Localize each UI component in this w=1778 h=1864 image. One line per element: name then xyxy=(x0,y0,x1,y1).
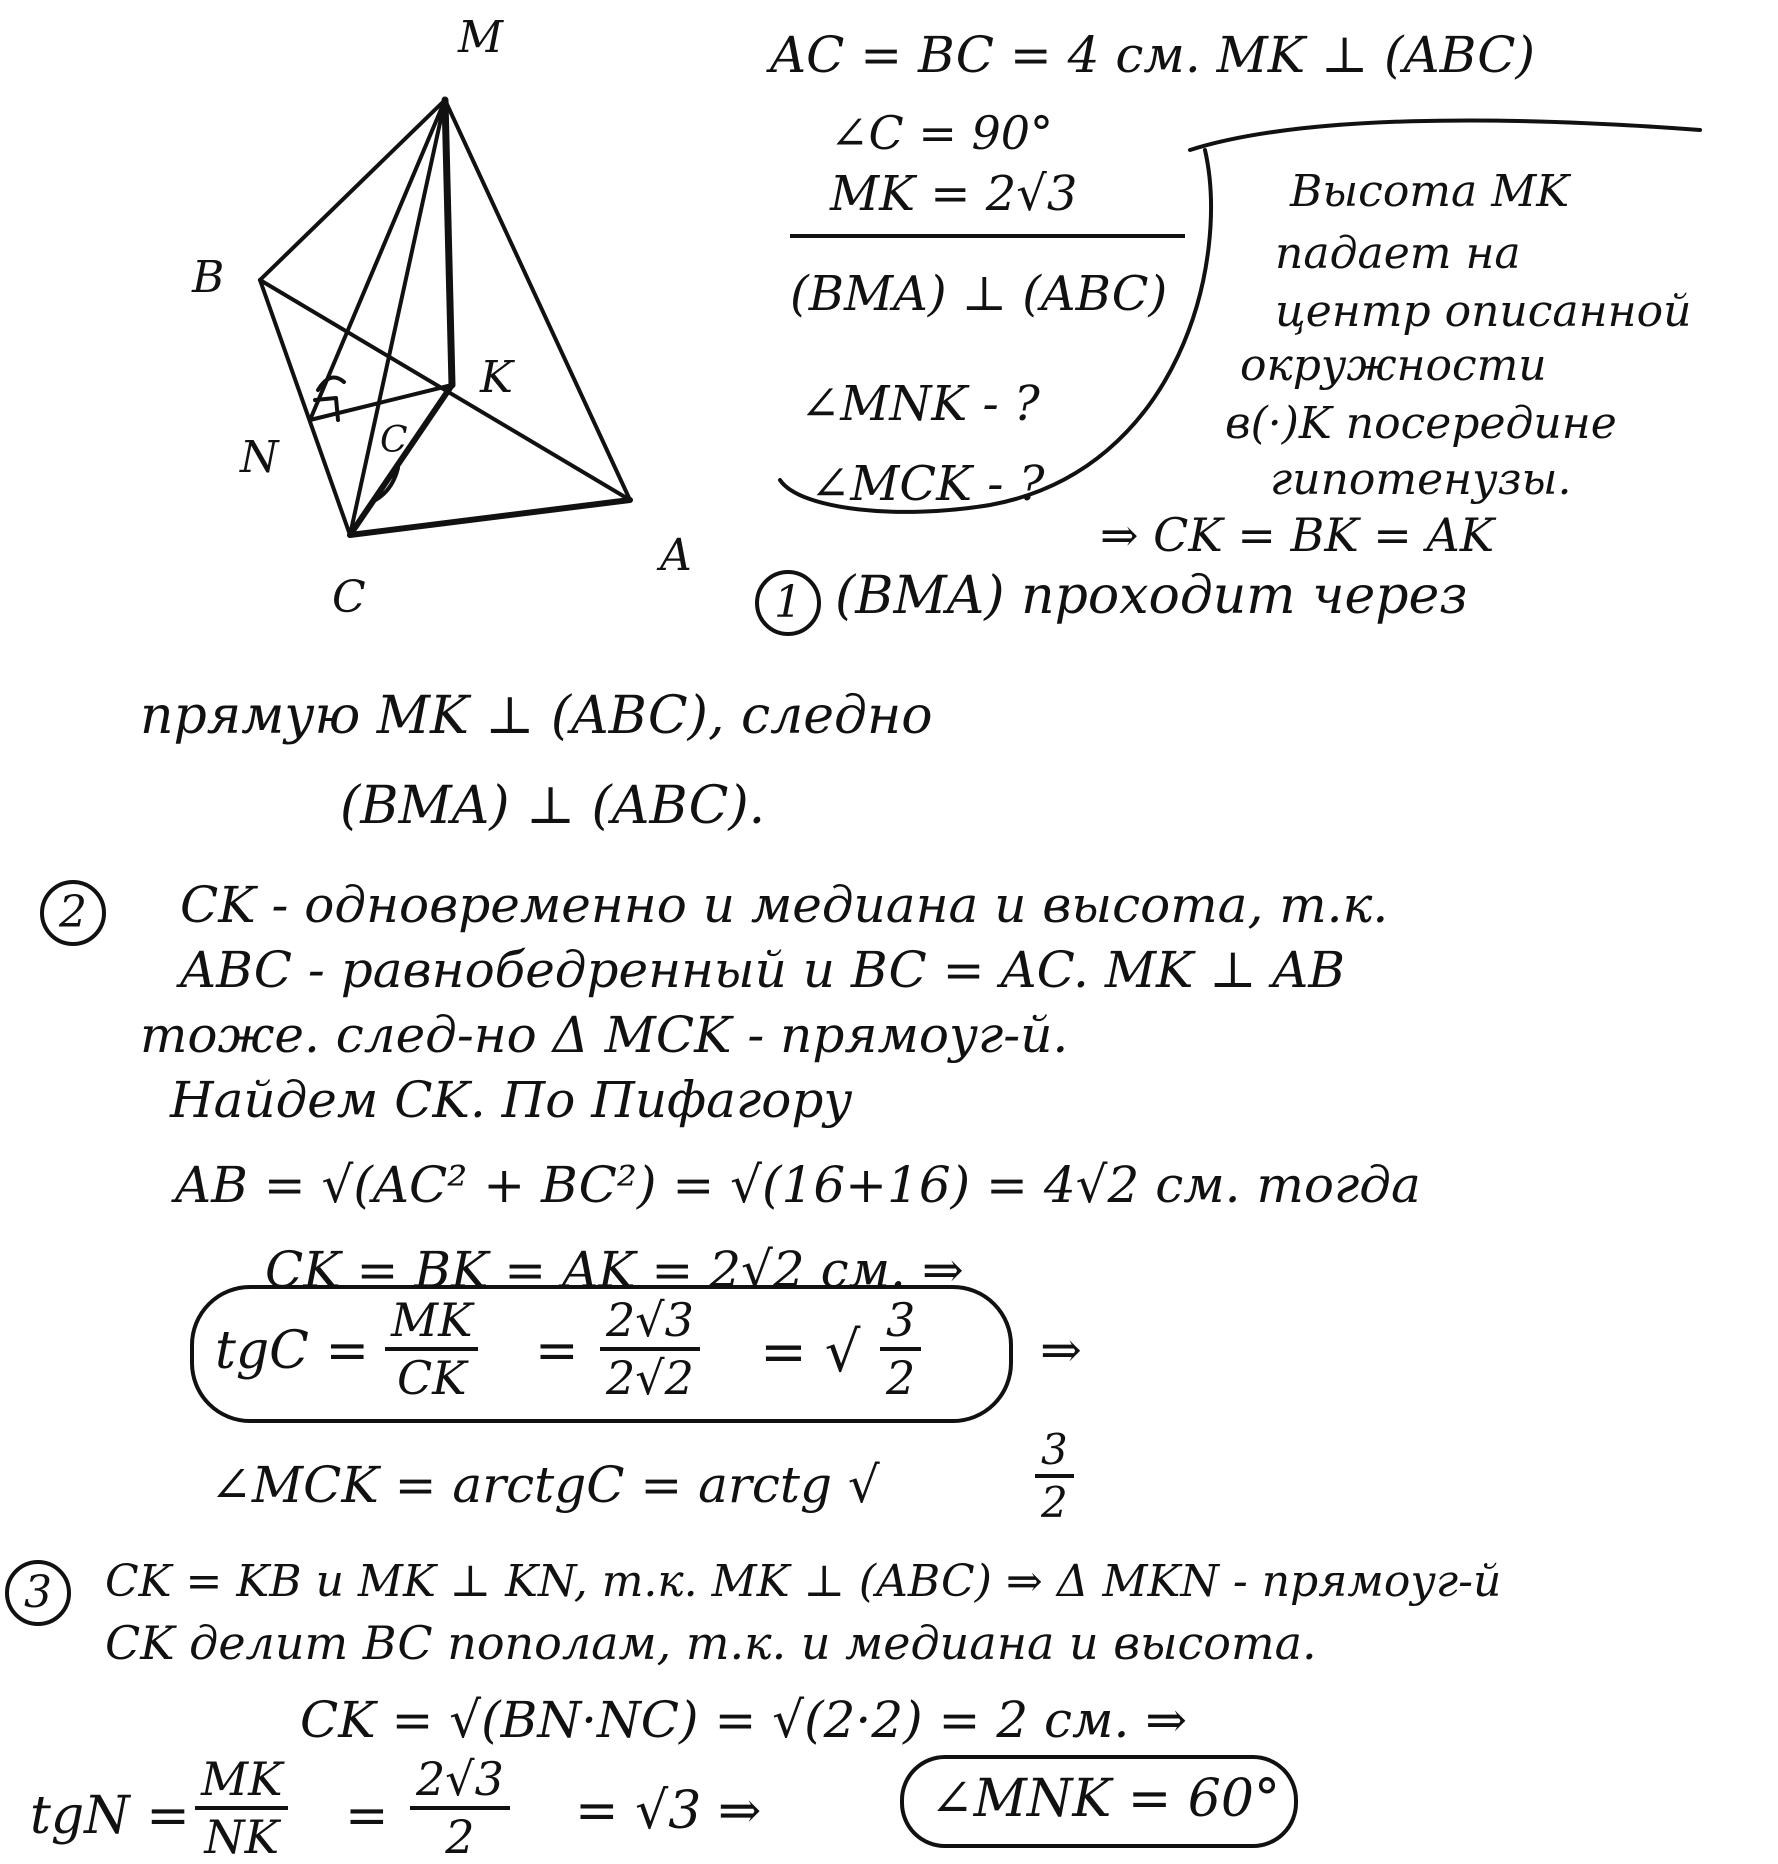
note-line-4: окружности xyxy=(1240,340,1547,391)
tg-c-num-2: 2√3 xyxy=(600,1293,700,1351)
step-1-number: 1 xyxy=(755,570,821,636)
angle-mck-num: 3 xyxy=(1035,1425,1074,1478)
tg-n-fraction-1 xyxy=(195,1752,288,1864)
step-2-line-3: тоже. след-но Δ MCK - прямоуг-й. xyxy=(140,1006,1069,1064)
tg-n-fraction-2 xyxy=(410,1752,510,1864)
tg-c-fraction-2 xyxy=(600,1293,700,1405)
step-2-line-5: AB = √(AC² + BC²) = √(16+16) = 4√2 см. тогда xyxy=(175,1156,1421,1214)
answer-angle-mnk: ∠MNK = 60° xyxy=(930,1769,1280,1829)
step-3-line-2: CK делит BC пополам, т.к. и медиана и высота. xyxy=(105,1616,1317,1670)
step-2-number: 2 xyxy=(40,880,106,946)
tg-n-num-2: 2√3 xyxy=(410,1752,510,1810)
label-n: N xyxy=(240,432,279,483)
tg-c-eq-1: = xyxy=(535,1321,579,1381)
step-1-line-1: (BMA) проходит через xyxy=(835,566,1468,626)
label-m: M xyxy=(458,12,504,63)
label-c: C xyxy=(332,572,366,620)
tg-n-num-1: MK xyxy=(195,1752,288,1810)
note-line-2: падает на xyxy=(1275,228,1521,279)
step-3-line-1: CK = KB и MK ⊥ KN, т.к. MK ⊥ (ABC) ⇒ Δ MKN - прямоуг-й xyxy=(105,1556,1502,1607)
tg-n-den-1: NK xyxy=(204,1810,280,1864)
given-line-6: ∠MCK - ? xyxy=(810,456,1045,512)
step-3-line-3: CK = √(BN·NC) = √(2·2) = 2 см. ⇒ xyxy=(300,1691,1188,1749)
tg-c-num-1: MK xyxy=(385,1293,478,1351)
tg-c-arrow: ⇒ xyxy=(1040,1321,1082,1379)
label-c-inner: C xyxy=(380,420,408,461)
step-1-line-3: (BMA) ⊥ (ABC). xyxy=(340,776,766,836)
tg-n-lhs: tgN = xyxy=(30,1786,190,1846)
label-a: A xyxy=(660,530,692,581)
given-line-5: ∠MNK - ? xyxy=(800,376,1040,432)
tg-c-num-3: 3 xyxy=(880,1293,921,1351)
step-2-line-1: CK - одновременно и медиана и высота, т.к. xyxy=(180,876,1389,934)
tg-c-den-2: 2√2 xyxy=(606,1351,694,1405)
label-k: K xyxy=(480,352,513,403)
tg-n-eq-2: = √3 ⇒ xyxy=(575,1781,762,1841)
step-3-number: 3 xyxy=(5,1560,71,1626)
step-2-line-2: ABC - равнобедренный и BC = AC. MK ⊥ AB xyxy=(180,941,1346,999)
tg-c-fraction-1 xyxy=(385,1293,478,1405)
angle-mck-lhs: ∠MCK = arctgC = arctg √ xyxy=(210,1456,880,1514)
given-line-3: MK = 2√3 xyxy=(830,166,1078,222)
given-line-2: ∠C = 90° xyxy=(830,106,1054,160)
note-line-7: ⇒ CK = BK = AK xyxy=(1100,508,1495,562)
label-b: B xyxy=(192,252,225,303)
note-line-5: в(·)K посередине xyxy=(1225,398,1617,449)
note-line-3: центр описанной xyxy=(1275,286,1692,337)
step-1-line-2: прямую MK ⊥ (ABC), следно xyxy=(140,686,933,746)
tg-c-eq-2: = √ xyxy=(760,1320,861,1385)
angle-mck-den: 2 xyxy=(1041,1478,1068,1527)
tg-c-lhs: tgC = xyxy=(215,1321,370,1381)
step-2-line-6: CK = BK = AK = 2√2 см. ⇒ xyxy=(265,1241,964,1299)
tg-n-eq-1: = xyxy=(345,1786,389,1846)
given-line-4: (BMA) ⊥ (ABC) xyxy=(790,266,1168,322)
tg-c-den-3: 2 xyxy=(886,1351,916,1405)
note-line-1: Высота MK xyxy=(1290,166,1570,217)
note-line-6: гипотенузы. xyxy=(1270,454,1572,505)
tg-c-fraction-3 xyxy=(880,1293,921,1405)
step-2-line-4: Найдем CK. По Пифагору xyxy=(170,1071,853,1129)
tg-c-den-1: CK xyxy=(396,1351,467,1405)
angle-mck-fraction xyxy=(1035,1425,1074,1527)
tg-n-den-2: 2 xyxy=(445,1810,475,1864)
given-line-1: AC = BC = 4 см. MK ⊥ (ABC) xyxy=(770,26,1536,84)
